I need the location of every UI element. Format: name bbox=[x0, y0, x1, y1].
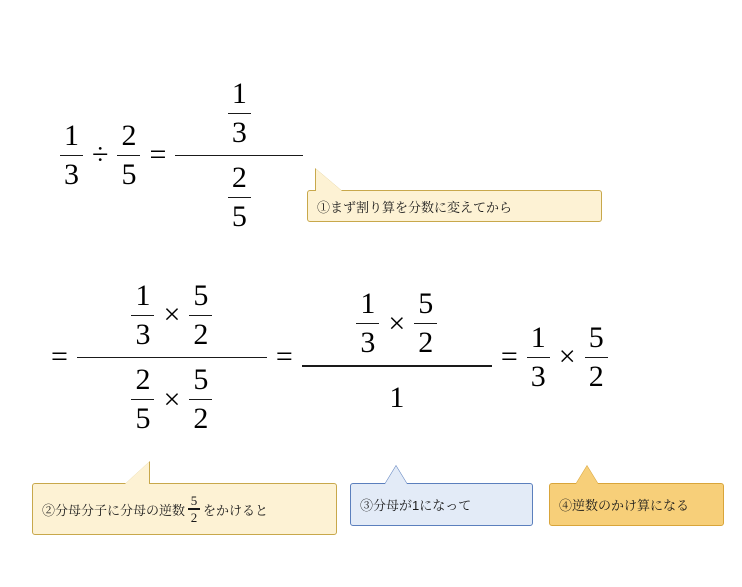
numerator: 2 bbox=[231, 161, 247, 195]
main-fraction-bar bbox=[302, 365, 492, 367]
equation-line-1 bbox=[60, 78, 303, 233]
denominator: 5 bbox=[135, 402, 151, 436]
denominator: 5 bbox=[231, 200, 247, 234]
denominator: 3 bbox=[135, 318, 151, 352]
equals-sign-1: = bbox=[51, 340, 68, 374]
denominator: 3 bbox=[360, 326, 376, 360]
callout-2[interactable] bbox=[32, 483, 337, 535]
compound-numerator bbox=[346, 288, 447, 359]
callout-tail bbox=[316, 169, 342, 191]
compound-fraction-line2-second bbox=[302, 288, 492, 426]
numerator: 1 bbox=[231, 77, 247, 110]
numerator: 2 bbox=[135, 363, 151, 397]
fraction-bar bbox=[228, 113, 251, 115]
multiply-operator: × bbox=[163, 298, 181, 332]
fraction-bar bbox=[527, 357, 550, 359]
denominator: 2 bbox=[193, 402, 209, 436]
fraction-five-halves bbox=[585, 322, 608, 393]
compound-denominator bbox=[379, 373, 414, 427]
fraction-two-fifths bbox=[228, 162, 251, 233]
fraction-one-third bbox=[228, 78, 251, 149]
callout-1-label: ①まず割り算を分数に変えてから bbox=[317, 199, 513, 215]
callout-4[interactable] bbox=[549, 483, 724, 526]
fraction-bar bbox=[117, 155, 140, 157]
callout-3-label: ③分母が1になって bbox=[360, 498, 472, 513]
denominator: 3 bbox=[530, 360, 546, 394]
denominator: 5 bbox=[121, 158, 137, 192]
denominator: 2 bbox=[193, 318, 209, 352]
callout-3[interactable] bbox=[350, 483, 533, 526]
fraction-two-fifths bbox=[117, 120, 140, 191]
numerator: 1 bbox=[135, 279, 151, 312]
equals-sign-2: = bbox=[275, 340, 293, 374]
final-product bbox=[527, 322, 608, 393]
denominator: 2 bbox=[588, 360, 604, 394]
fraction-one-third bbox=[60, 120, 83, 191]
main-fraction-bar bbox=[77, 357, 267, 359]
fraction-bar bbox=[131, 315, 154, 317]
denominator-value-one: 1 bbox=[389, 380, 405, 414]
compound-fraction-line2-first bbox=[77, 280, 267, 435]
numerator: 2 bbox=[121, 119, 137, 153]
compound-denominator bbox=[218, 162, 261, 233]
divide-operator: ÷ bbox=[92, 138, 109, 172]
fraction-one-third bbox=[131, 280, 154, 351]
denominator: 2 bbox=[418, 326, 434, 360]
compound-fraction-line1 bbox=[175, 78, 303, 233]
fraction-five-halves bbox=[189, 280, 212, 351]
callout-4-label: ④逆数のかけ算になる bbox=[559, 498, 690, 513]
multiply-operator: × bbox=[558, 340, 576, 374]
fraction-one-third bbox=[356, 288, 379, 359]
numerator: 1 bbox=[360, 287, 376, 321]
equation-line-2 bbox=[42, 280, 608, 435]
multiply-operator: × bbox=[163, 382, 181, 416]
numerator: 5 bbox=[418, 287, 434, 321]
fraction-bar bbox=[414, 323, 437, 325]
numerator: 5 bbox=[193, 279, 209, 312]
inline-fraction-five-halves bbox=[188, 494, 200, 524]
fraction-five-halves bbox=[189, 364, 212, 435]
callout-tail bbox=[125, 462, 149, 484]
fraction-bar bbox=[60, 155, 83, 157]
numerator: 5 bbox=[190, 492, 198, 508]
equals-sign: = bbox=[149, 138, 167, 172]
callout-2-text-before: ②分母分子に分母の逆数 bbox=[42, 502, 186, 518]
multiply-operator: × bbox=[388, 306, 406, 340]
callout-tail bbox=[385, 466, 407, 484]
compound-denominator bbox=[121, 364, 222, 435]
callout-1[interactable] bbox=[307, 190, 602, 222]
fraction-one-third bbox=[527, 322, 550, 393]
denominator: 3 bbox=[231, 116, 247, 150]
numerator: 5 bbox=[588, 321, 604, 355]
fraction-bar bbox=[228, 197, 251, 199]
fraction-bar bbox=[585, 357, 608, 359]
denominator: 2 bbox=[190, 509, 198, 525]
compound-numerator bbox=[218, 78, 261, 149]
denominator: 3 bbox=[64, 158, 79, 192]
callout-2-text-after: をかけると bbox=[203, 502, 269, 518]
fraction-bar bbox=[356, 323, 379, 325]
main-fraction-bar bbox=[175, 155, 303, 157]
numerator: 5 bbox=[193, 363, 209, 397]
equals-sign-3: = bbox=[500, 340, 518, 374]
fraction-bar bbox=[189, 315, 212, 317]
fraction-two-fifths bbox=[131, 364, 154, 435]
numerator: 1 bbox=[64, 119, 79, 153]
fraction-five-halves bbox=[414, 288, 437, 359]
callout-tail bbox=[576, 466, 598, 484]
fraction-bar bbox=[131, 399, 154, 401]
fraction-bar bbox=[189, 399, 212, 401]
numerator: 1 bbox=[530, 321, 546, 355]
compound-numerator bbox=[121, 280, 222, 351]
